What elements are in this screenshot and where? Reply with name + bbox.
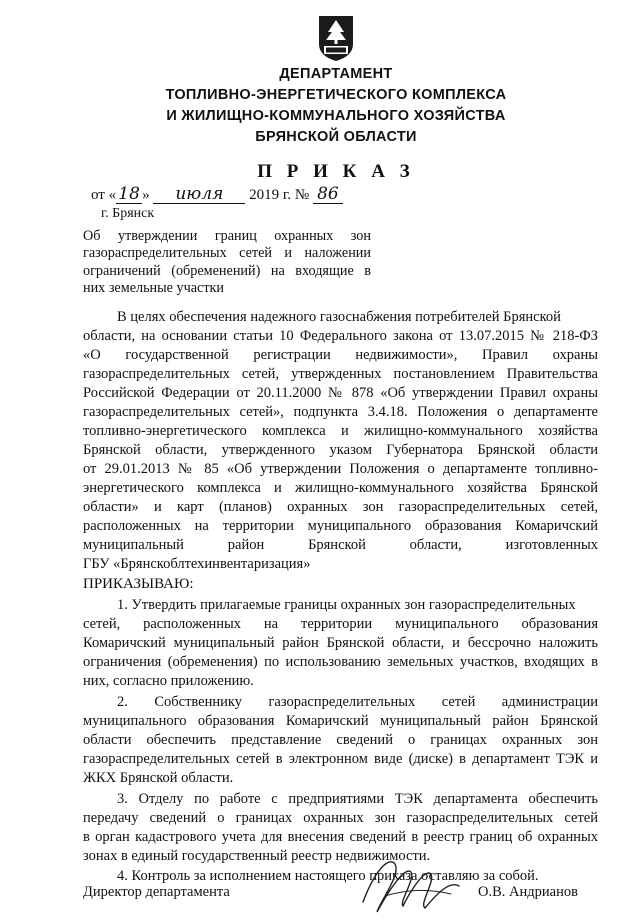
date-month: июля xyxy=(153,187,245,204)
item-line: 4. Контроль за исполнением настоящего приказа оставляю за собой. xyxy=(117,868,539,884)
item-line: 2. Собственнику газораспределительных сетей администрации xyxy=(117,694,598,710)
signatory-name: О.В. Андрианов xyxy=(478,884,578,900)
date-line xyxy=(91,184,343,204)
item-line: зонах в единый государственный реестр недвижимости. xyxy=(83,848,431,864)
preamble-line: «О государственной регистрации недвижимости», Правил охраны xyxy=(83,347,598,363)
preamble-line: газораспределительных сетей, утвержденных постановлением Правительства xyxy=(83,366,598,382)
subject-line: ограничений (обременений) на входящие в xyxy=(83,262,371,279)
order-word: ПРИКАЗЫВАЮ: xyxy=(83,576,194,592)
handwritten-signature xyxy=(355,850,465,920)
subject-line: Об утверждении границ охранных зон xyxy=(83,228,371,244)
item-line: передачу сведений о границах охранных зон газораспределительных сетей xyxy=(83,810,598,826)
preamble-line: топливно-энергетического комплекса и жилищно-коммунального хозяйства xyxy=(83,423,598,439)
date-year: 2019 г. xyxy=(249,187,292,203)
subject-line: них земельные участки xyxy=(83,280,225,297)
signatory-role: Директор департамента xyxy=(83,884,230,900)
item-line: ограничения (обременения) по использованию земельных участков, входящих в xyxy=(83,654,598,670)
preamble-line: муниципальный район Брянской области, изготовленных xyxy=(83,537,598,553)
item-line: газораспределительных сетей в электронном виде (диске) в департамент ТЭК и xyxy=(83,751,598,767)
preamble-line: В целях обеспечения надежного газоснабжения потребителей Брянской xyxy=(117,309,561,325)
item-line: сетей, расположенных на территории муниципального образования xyxy=(83,616,598,632)
preamble-line: газораспределительных сетей», подпункта 3.4.18. Положения о департаменте xyxy=(83,404,598,420)
document-subject xyxy=(83,228,371,298)
preamble-line: области, на основании статьи 10 Федерального закона от 13.07.2015 № 218-ФЗ xyxy=(83,328,598,344)
date-prefix: от « xyxy=(91,187,117,203)
item-line: 1. Утвердить прилагаемые границы охранных зон газораспределительных xyxy=(117,597,576,613)
department-title-line: ТОПЛИВНО-ЭНЕРГЕТИЧЕСКОГО КОМПЛЕКСА xyxy=(165,87,507,103)
department-title-line: ДЕПАРТАМЕНТ xyxy=(279,66,393,82)
coat-of-arms-emblem xyxy=(317,14,355,62)
item-line: муниципального образования Комаричский муниципальный район Брянской xyxy=(83,713,598,729)
preamble-line: энергетического комплекса и жилищно-коммунального хозяйства Брянской xyxy=(83,480,598,496)
document-type-title: П Р И К А З xyxy=(257,161,415,182)
item-line: ЖКХ Брянской области. xyxy=(83,770,234,786)
preamble-line: области» и карт (планов) охранных зон газораспределительных сетей, xyxy=(83,499,598,515)
preamble-line: расположенных на территории муниципального образования Комаричский xyxy=(83,518,598,534)
number-label: № xyxy=(294,187,310,203)
item-line: области обеспечить представление сведений о границах охранных зон xyxy=(83,732,598,748)
date-mid: » xyxy=(142,187,150,203)
preamble-line: ГБУ «Брянскоблтехинвентаризация» xyxy=(83,556,311,572)
department-title-line: И ЖИЛИЩНО-КОММУНАЛЬНОГО ХОЗЯЙСТВА xyxy=(166,108,506,124)
preamble-line: Брянской области, утвержденного указом Губернатора Брянской области xyxy=(83,442,598,458)
item-line: них, согласно приложению. xyxy=(83,673,254,689)
item-line: в орган кадастрового учета для внесения сведений в реестр границ об охранных xyxy=(83,829,598,845)
preamble-line: Российской Федерации от 20.11.2000 № 878 «Об утверждении Правил охраны xyxy=(83,385,598,401)
subject-line: газораспределительных сетей и наложении xyxy=(83,245,371,262)
city: г. Брянск xyxy=(101,206,155,221)
preamble-line: от 29.01.2013 № 85 «Об утверждении Положения о департаменте топливно- xyxy=(83,461,598,477)
item-line: 3. Отделу по работе с предприятиями ТЭК департамента обеспечить xyxy=(117,791,598,807)
department-title-line: БРЯНСКОЙ ОБЛАСТИ xyxy=(255,129,417,145)
item-line: Комаричский муниципальный район Брянской области, и бессрочно наложить xyxy=(83,635,598,651)
date-day: 18 xyxy=(116,187,142,204)
order-number: 86 xyxy=(313,187,343,204)
